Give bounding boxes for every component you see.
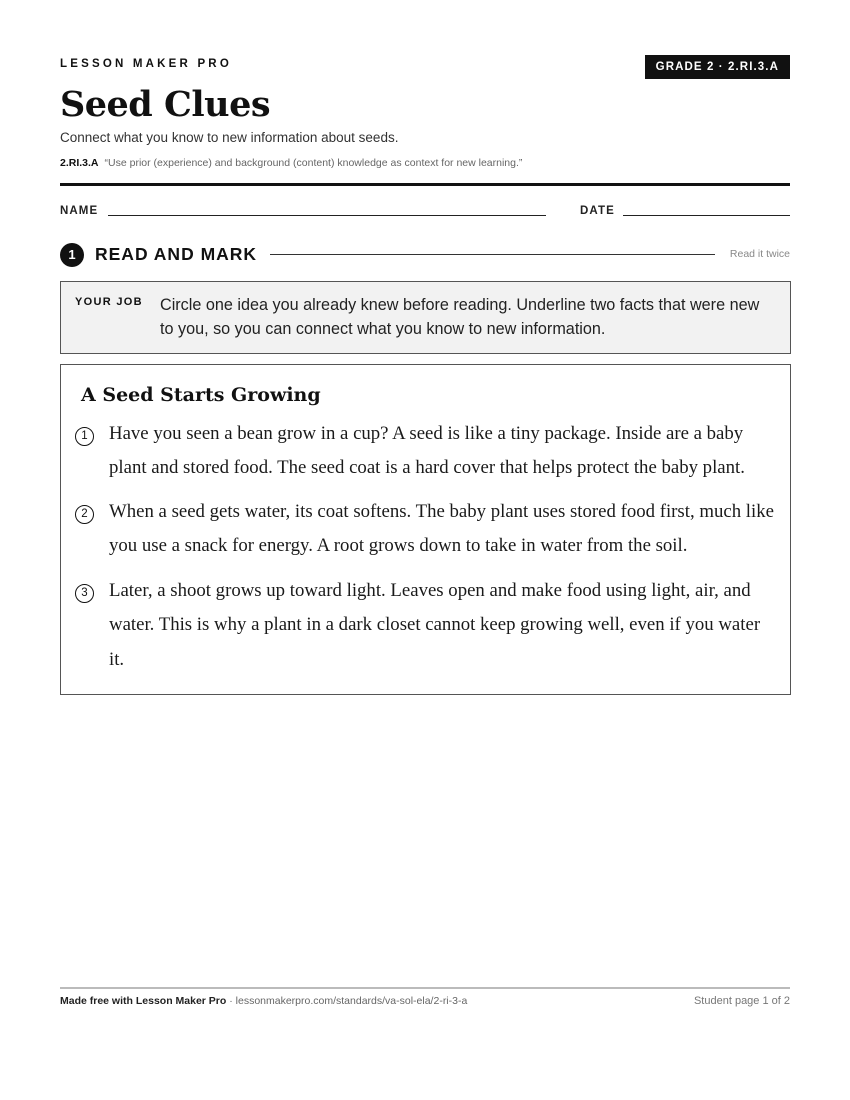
page-title: Seed Clues — [60, 84, 271, 125]
section-divider — [270, 254, 715, 255]
reading-passage — [60, 364, 791, 695]
paragraph-text: Later, a shoot grows up toward light. Leaves open and make food using light, air, and water. This is why a plant in a dark closet cannot keep growing well, even if you water it. — [109, 580, 761, 670]
grade-badge: GRADE 2 · 2.RI.3.A — [645, 55, 790, 79]
paragraph-text: When a seed gets water, its coat softens. The baby plant uses stored food first, much like you use a snack for energy. A root grows down to take in water from the soil. — [109, 501, 774, 557]
footer-url[interactable]: · lessonmakerpro.com/standards/va-sol-ela/2-ri-3-a — [226, 995, 468, 1007]
job-label: YOUR JOB — [75, 296, 143, 308]
footer-page-number: Student page 1 of 2 — [693, 995, 790, 1007]
standard-code: 2.RI.3.A — [60, 157, 99, 169]
page-subtitle: Connect what you know to new information about seeds. — [60, 130, 399, 145]
name-field[interactable] — [108, 215, 546, 216]
header-divider — [60, 183, 790, 186]
section-number: 1 — [60, 243, 84, 267]
job-box — [60, 281, 791, 354]
footer-credit — [60, 995, 467, 1007]
brand-name: LESSON MAKER PRO — [60, 58, 232, 70]
footer-divider — [60, 987, 790, 989]
standard-line — [60, 157, 522, 169]
paragraph-number: 1 — [75, 427, 94, 446]
paragraph-number: 3 — [75, 584, 94, 603]
date-field[interactable] — [623, 215, 790, 216]
section-title: READ AND MARK — [95, 244, 258, 264]
job-text: Circle one idea you already knew before reading. Underline two facts that were new to you, so you can connect what you know to new information. — [160, 296, 760, 338]
standard-text: “Use prior (experience) and background (content) knowledge as context for new learning.” — [104, 157, 523, 169]
paragraph-text: Have you seen a bean grow in a cup? A seed is like a tiny package. Inside are a baby plant and stored food. The seed coat is a hard cover that helps protect the baby plant. — [109, 423, 745, 479]
paragraph-number: 2 — [75, 505, 94, 524]
footer-made: Made free with Lesson Maker Pro — [60, 995, 227, 1007]
date-label: DATE — [580, 205, 615, 217]
section-note: Read it twice — [729, 248, 790, 260]
name-label: NAME — [60, 205, 99, 217]
passage-title: A Seed Starts Growing — [81, 384, 321, 406]
section-header — [60, 242, 790, 268]
